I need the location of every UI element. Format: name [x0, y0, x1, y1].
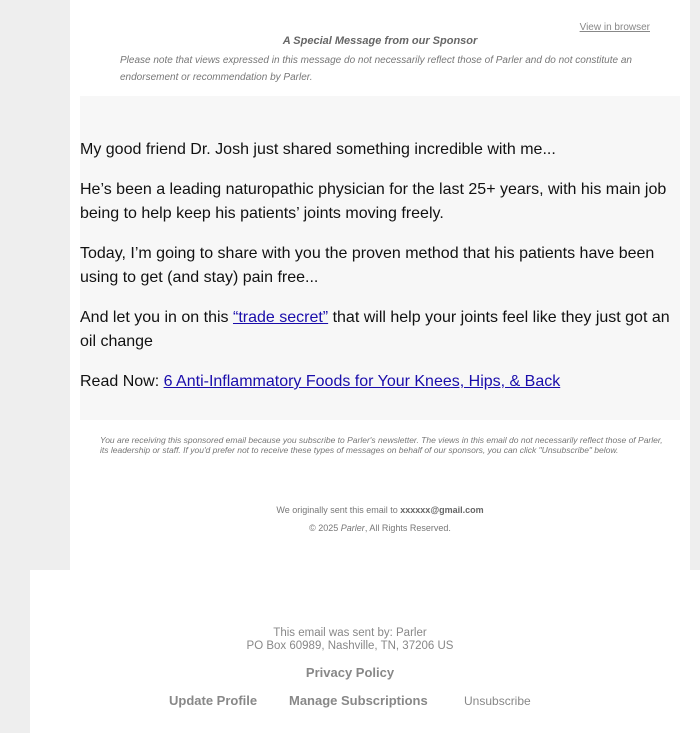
message-paragraph-3: Today, I’m going to share with you the proven method that his patients have been using to get (and stay) pain free...	[80, 245, 655, 286]
footer	[30, 570, 700, 733]
copyright-brand: Parler	[340, 523, 365, 533]
footer-address: PO Box 60989, Nashville, TN, 37206 US	[246, 640, 454, 652]
sponsor-disclaimer	[120, 52, 640, 86]
trade-secret-link[interactable]: “trade secret”	[232, 309, 329, 326]
message-content	[80, 96, 680, 420]
email-card	[70, 0, 690, 570]
disclaimer-brand-2: Parler	[283, 72, 310, 83]
disclaimer-text-1: Please note that views expressed in this message do not necessarily reflect those of	[120, 55, 496, 66]
read-now-paragraph	[80, 370, 680, 394]
view-in-browser-link[interactable]: View in browser	[579, 22, 650, 33]
disclaimer-text-2: and do not constitute an endorsement or recommendation by	[120, 55, 632, 83]
paragraph-4-text-after: that will help your joints feel like they just got an oil change	[80, 309, 670, 350]
copyright	[70, 523, 690, 533]
manage-subscriptions-link[interactable]: Manage Subscriptions	[289, 693, 428, 708]
update-profile-link[interactable]: Update Profile	[169, 693, 258, 708]
sponsor-title: A Special Message from our Sponsor	[282, 35, 478, 47]
message-paragraph-2: He’s been a leading naturopathic physician for the last 25+ years, with his main job being to help keep his patients’ joints moving freely.	[80, 181, 667, 222]
message-paragraph-1: My good friend Dr. Josh just shared something incredible with me...	[80, 141, 556, 158]
copyright-prefix: © 2025	[309, 523, 341, 533]
paragraph-4-text-before: And let you in on this	[80, 309, 233, 326]
sponsored-email-notice: You are receiving this sponsored email because you subscribe to Parler's newsletter. The views in this email do not necessarily reflect those of Parler, its leadership or staff. If you'd prefer not to receive these types of messages on behalf of our sponsors, you can click "Unsubscribe" below.	[100, 435, 663, 455]
sent-to-notice	[70, 505, 690, 515]
footer-sent-by: This email was sent by: Parler	[273, 627, 427, 639]
disclaimer-end: .	[309, 72, 313, 83]
read-now-article-link[interactable]: 6 Anti-Inflammatory Foods for Your Knees, Hips, & Back	[163, 373, 561, 390]
recipient-email: xxxxxx@gmail.com	[400, 505, 484, 515]
copyright-suffix: , All Rights Reserved.	[364, 523, 451, 533]
privacy-policy-link[interactable]: Privacy Policy	[305, 665, 395, 680]
read-now-label: Read Now:	[80, 373, 164, 390]
sent-to-label: We originally sent this email to	[276, 505, 401, 515]
disclaimer-brand-1: Parler	[495, 55, 523, 66]
unsubscribe-link[interactable]: Unsubscribe	[464, 694, 531, 708]
message-paragraph-4	[80, 306, 680, 354]
